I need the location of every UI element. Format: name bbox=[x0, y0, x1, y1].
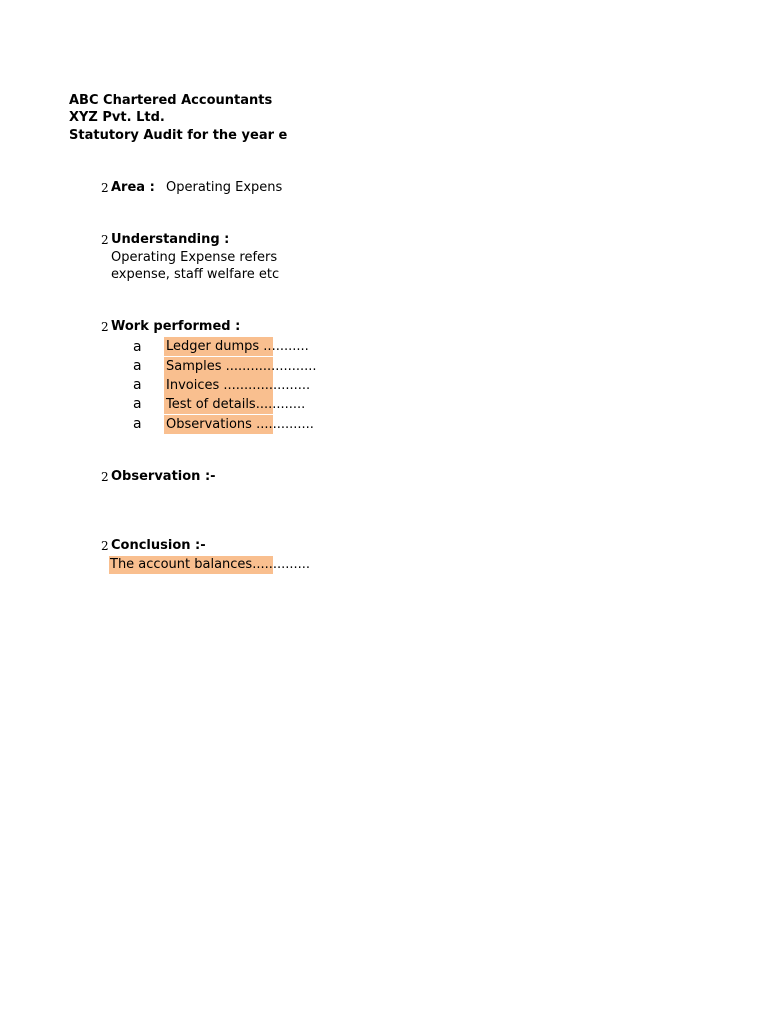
area-number: 2 bbox=[101, 181, 109, 195]
work-item-cell[interactable] bbox=[164, 376, 311, 395]
understanding-line-2: expense, staff welfare etc bbox=[111, 267, 280, 282]
conclusion-text: The account balances.............. bbox=[110, 557, 311, 572]
sheet-visible-area bbox=[0, 0, 317, 1024]
work-item-cell[interactable] bbox=[164, 337, 309, 356]
work-item-marker: a bbox=[133, 339, 142, 355]
observation-number: 2 bbox=[101, 470, 109, 484]
work-performed-number: 2 bbox=[101, 320, 109, 334]
conclusion-cell[interactable] bbox=[109, 556, 311, 574]
work-item-marker: a bbox=[133, 396, 142, 412]
work-item-text: Invoices ..................... bbox=[166, 378, 311, 393]
client-name: XYZ Pvt. Ltd. bbox=[69, 110, 165, 125]
work-item-text: Ledger dumps ........... bbox=[166, 339, 309, 354]
understanding-line-1: Operating Expense refers bbox=[111, 250, 278, 265]
conclusion-label: Conclusion :- bbox=[111, 538, 206, 553]
conclusion-number: 2 bbox=[101, 539, 109, 553]
work-item-text: Test of details............ bbox=[166, 397, 306, 412]
area-value: Operating Expens bbox=[166, 180, 283, 195]
work-item-marker: a bbox=[133, 358, 142, 374]
work-item-text: Observations .............. bbox=[166, 417, 314, 432]
work-item-cell[interactable] bbox=[164, 415, 314, 434]
work-item-text: Samples ...................... bbox=[166, 359, 317, 374]
work-item-marker: a bbox=[133, 377, 142, 393]
understanding-number: 2 bbox=[101, 233, 109, 247]
firm-name: ABC Chartered Accountants bbox=[69, 93, 273, 108]
work-performed-label: Work performed : bbox=[111, 319, 241, 334]
observation-label: Observation :- bbox=[111, 469, 216, 484]
work-item-marker: a bbox=[133, 416, 142, 432]
engagement-title: Statutory Audit for the year e bbox=[69, 128, 288, 143]
work-item-cell[interactable] bbox=[164, 357, 317, 376]
work-item-cell[interactable] bbox=[164, 395, 306, 414]
understanding-label: Understanding : bbox=[111, 232, 230, 247]
area-label: Area : bbox=[111, 180, 155, 195]
